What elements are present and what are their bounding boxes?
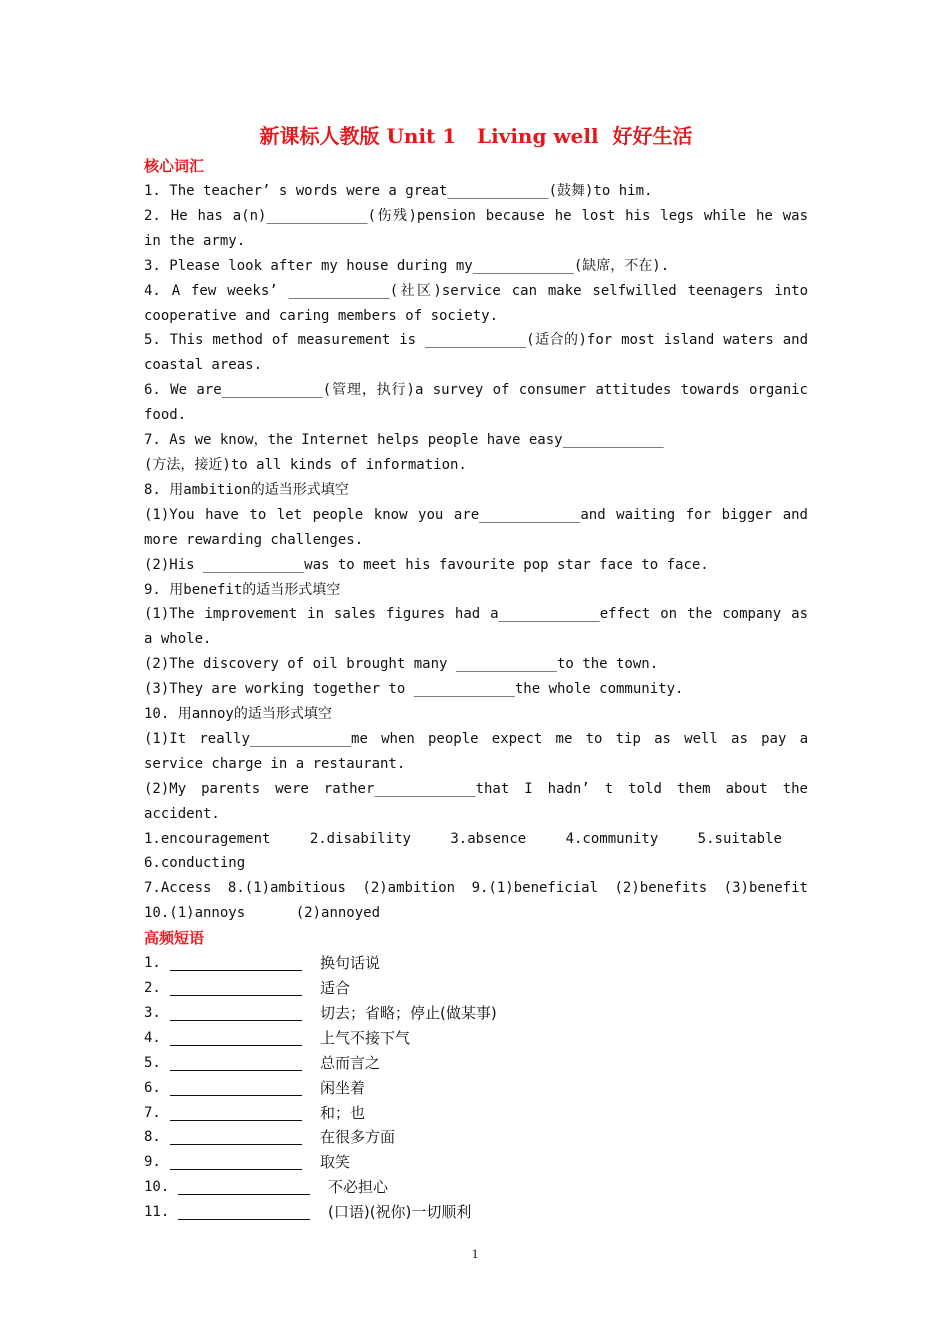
answer: 10.(1)annoys [144, 905, 246, 922]
vocab-item: 3. Please look after my house during my____________(缺席，不在). [144, 257, 670, 274]
vocab-item: (1)You have to let people know you are____________and waiting for bigger and more rewarding challenges. [144, 506, 808, 548]
vocab-item: 4. A few weeks’ ____________(社区)service can make selfwilled teenagers into cooperative and caring members of society. [144, 282, 808, 324]
answer-blank [170, 953, 302, 971]
phrase-meaning: 换句话说 [320, 954, 381, 973]
section-heading-phrases: 高频短语 [144, 929, 205, 948]
vocab-item: 7. As we know，the Internet helps people have easy____________ [144, 432, 664, 449]
phrase-meaning: 上气不接下气 [320, 1028, 411, 1047]
vocab-item: (1)The improvement in sales figures had a____________effect on the company as a whole. [144, 606, 808, 648]
phrase-item [144, 1200, 808, 1225]
answer: (2)benefits [614, 880, 708, 897]
answer: (3)benefit [723, 880, 808, 897]
phrase-number: 10. [144, 1179, 170, 1196]
answer: 5.suitable [697, 830, 782, 847]
vocab-subheading: 9. 用benefit的适当形式填空 [144, 581, 341, 598]
phrase-item [144, 1125, 808, 1150]
vocab-item: 2. He has a(n)____________(伤残)pension because he lost his legs while he was in the army. [144, 207, 808, 249]
answer-blank [178, 1202, 310, 1220]
answer: (2)ambition [362, 880, 456, 897]
answer: (2)annoyed [295, 905, 381, 922]
phrase-number: 3. [144, 1004, 161, 1021]
answer-blank [178, 1177, 310, 1195]
phrase-meaning: 在很多方面 [320, 1128, 396, 1147]
phrase-meaning: 切去；省略；停止(做某事) [320, 1003, 497, 1022]
phrase-meaning: (口语)(祝你)一切顺利 [328, 1203, 472, 1222]
answer-blank [170, 978, 302, 996]
answer-row [144, 827, 808, 852]
page-number: 1 [471, 1246, 479, 1261]
phrase-item [144, 1001, 808, 1026]
phrase-meaning: 和；也 [320, 1103, 366, 1122]
answer: 8.(1)ambitious [227, 880, 346, 897]
answer-row [144, 876, 808, 901]
phrase-number: 11. [144, 1204, 170, 1221]
phrase-number: 9. [144, 1154, 161, 1171]
phrase-item [144, 1076, 808, 1101]
answer: 4.community [565, 830, 659, 847]
answer-blank [170, 1028, 302, 1046]
phrase-item [144, 1150, 808, 1175]
phrase-number: 1. [144, 955, 161, 972]
vocab-item: 1. The teacher’ s words were a great____________(鼓舞)to him. [144, 183, 653, 199]
answer: 2.disability [309, 830, 411, 847]
phrase-item [144, 1101, 808, 1126]
vocab-subheading: 8. 用ambition的适当形式填空 [144, 481, 349, 498]
answer: 3.absence [450, 830, 527, 847]
vocab-item: 5. This method of measurement is ____________(适合的)for most island waters and coastal areas. [144, 332, 808, 374]
phrase-item [144, 976, 808, 1001]
answer-blank [170, 1127, 302, 1145]
phrase-meaning: 总而言之 [320, 1053, 381, 1072]
answer: 7.Access [144, 880, 212, 897]
answer-blank [170, 1078, 302, 1096]
answer: 1.encouragement [144, 830, 271, 847]
vocab-item: 6. We are____________(管理，执行)a survey of consumer attitudes towards organic food. [144, 382, 808, 424]
phrase-meaning: 不必担心 [328, 1178, 389, 1197]
vocab-list [144, 179, 808, 827]
phrase-number: 7. [144, 1104, 161, 1121]
answer-blank [170, 1103, 302, 1121]
section-heading-vocab: 核心词汇 [144, 157, 205, 175]
phrase-number: 2. [144, 980, 161, 997]
phrase-item [144, 951, 808, 976]
phrase-number: 6. [144, 1079, 161, 1096]
vocab-item: (2)His ____________was to meet his favourite pop star face to face. [144, 556, 709, 573]
phrase-number: 8. [144, 1129, 161, 1146]
answer-row [144, 901, 808, 926]
phrase-item [144, 1026, 808, 1051]
page-title: 新课标人教版 Unit 1 Living well 好好生活 [259, 124, 693, 148]
answer-row: 6.conducting [144, 855, 246, 872]
answer: 9.(1)beneficial [471, 880, 599, 897]
document-page [144, 118, 808, 1225]
vocab-item: (3)They are working together to ____________the whole community. [144, 681, 684, 698]
phrase-meaning: 适合 [320, 979, 351, 998]
phrase-meaning: 取笑 [320, 1153, 351, 1172]
phrase-number: 5. [144, 1054, 161, 1071]
vocab-item: (2)The discovery of oil brought many ____________to the town. [144, 656, 659, 673]
phrase-list [144, 951, 808, 1225]
phrase-number: 4. [144, 1029, 161, 1046]
phrase-item [144, 1175, 808, 1200]
vocab-item-continued: (方法，接近)to all kinds of information. [144, 456, 467, 473]
phrase-meaning: 闲坐着 [320, 1078, 366, 1097]
answer-blank [170, 1152, 302, 1170]
vocab-subheading: 10. 用annoy的适当形式填空 [144, 706, 332, 723]
vocab-item: (1)It really____________me when people expect me to tip as well as pay a service charge in a restaurant. [144, 730, 808, 772]
vocab-item: (2)My parents were rather____________that I hadn’ t told them about the accident. [144, 780, 808, 822]
answer-key [144, 827, 808, 927]
phrase-item [144, 1051, 808, 1076]
answer-blank [170, 1003, 302, 1021]
answer-blank [170, 1053, 302, 1071]
